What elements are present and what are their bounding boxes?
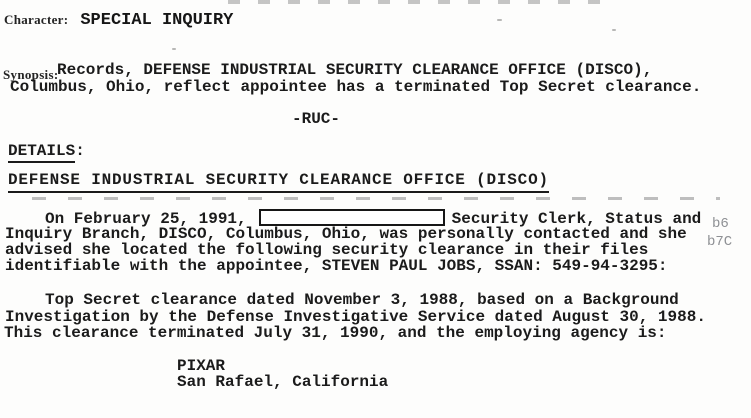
scan-artifact-cutoff-line bbox=[32, 197, 720, 200]
synopsis-line-1: Records, DEFENSE INDUSTRIAL SECURITY CLEARANCE OFFICE (DISCO), bbox=[57, 61, 653, 79]
ruc-disposition: -RUC- bbox=[291, 110, 340, 128]
details-heading-text: DETAILS bbox=[8, 143, 75, 163]
employer-location: San Rafael, California bbox=[177, 373, 389, 391]
synopsis-line-2: Columbus, Ohio, reflect appointee has a terminated Top Secret clearance. bbox=[10, 78, 702, 96]
foia-exemption-code-b6: b6 bbox=[712, 216, 729, 232]
paragraph1-line-3: advised she located the following security clearance in their files bbox=[5, 241, 649, 259]
scan-speck bbox=[612, 29, 616, 31]
details-heading bbox=[8, 143, 85, 163]
scan-speck bbox=[497, 19, 502, 21]
paragraph2-line-2: Investigation by the Defense Investigative Service dated August 30, 1988. bbox=[5, 308, 706, 326]
scan-speck bbox=[172, 48, 176, 50]
paragraph1-line1-after: Security Clerk, Status and bbox=[451, 210, 702, 228]
scan-artifact-top-edge bbox=[228, 0, 600, 4]
section-heading bbox=[8, 172, 549, 193]
paragraph2-line-3: This clearance terminated July 31, 1990, and the employing agency is: bbox=[4, 324, 667, 342]
section-heading-text: DEFENSE INDUSTRIAL SECURITY CLEARANCE OFFICE (DISCO) bbox=[8, 172, 549, 193]
character-row bbox=[4, 11, 233, 30]
character-value: SPECIAL INQUIRY bbox=[80, 11, 234, 30]
redaction-box bbox=[259, 209, 445, 226]
details-heading-colon: : bbox=[75, 142, 85, 160]
paragraph1-line1-before: On February 25, 1991, bbox=[45, 210, 247, 228]
employer-name: PIXAR bbox=[177, 357, 226, 375]
character-label: Character: bbox=[4, 12, 69, 27]
foia-exemption-code-b7c: b7C bbox=[707, 234, 733, 250]
paragraph2-line1-text: Top Secret clearance dated November 3, 1988, based on a Background bbox=[45, 291, 679, 309]
paragraph1-line-4: identifiable with the appointee, STEVEN PAUL JOBS, SSAN: 549-94-3295: bbox=[5, 257, 668, 275]
synopsis-label: Synopsis: bbox=[3, 67, 59, 82]
paragraph1-line-2: Inquiry Branch, DISCO, Columbus, Ohio, was personally contacted and she bbox=[5, 225, 687, 243]
paragraph2-line-1 bbox=[5, 292, 679, 309]
